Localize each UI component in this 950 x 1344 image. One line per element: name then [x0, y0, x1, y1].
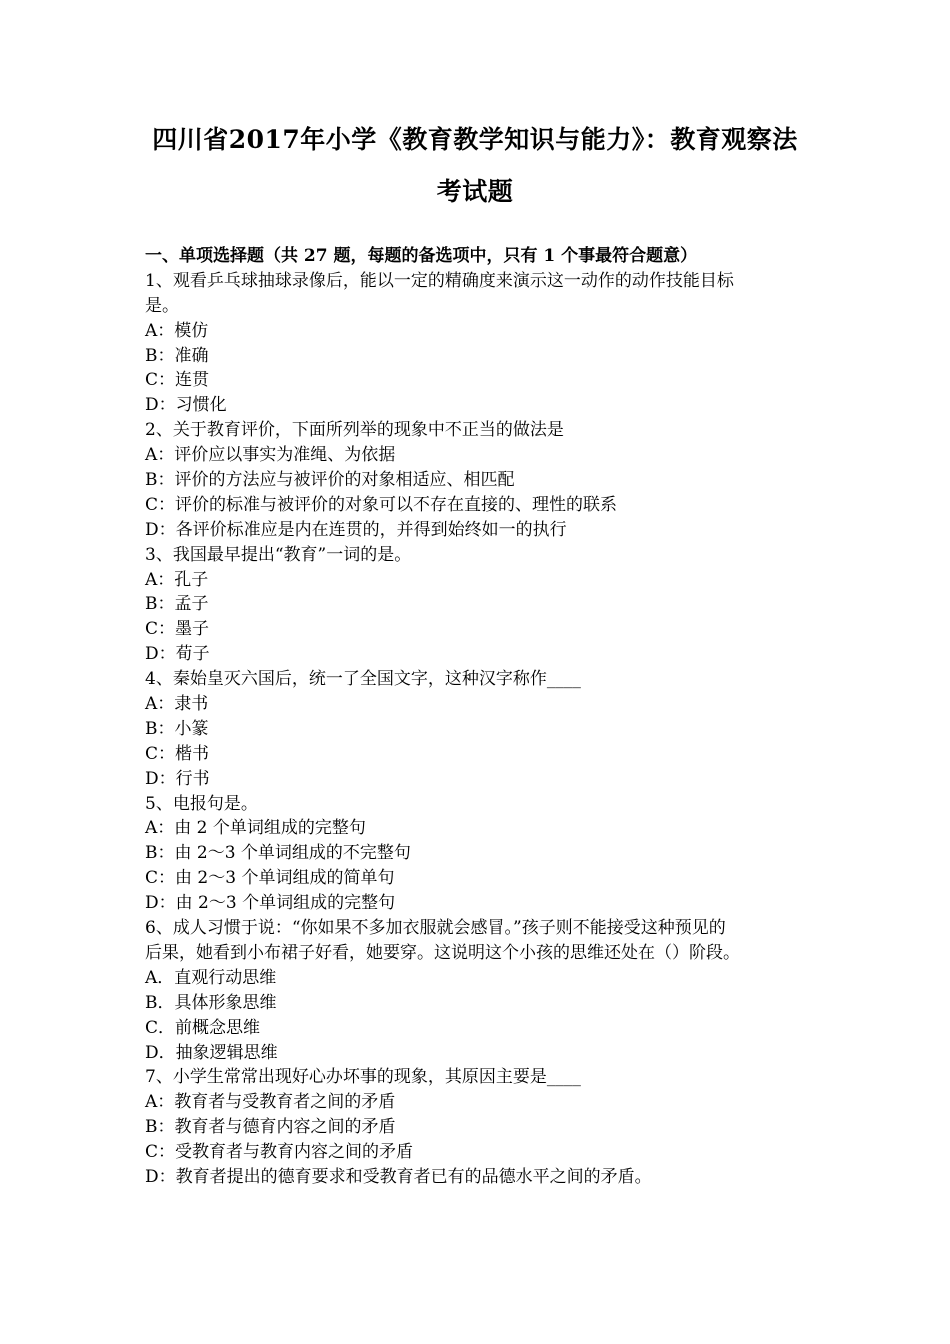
option-b: B：教育者与德育内容之间的矛盾 — [145, 1117, 396, 1138]
question-stem-line: 4、秦始皇灭六国后，统一了全国文字，这种汉字称作____ — [145, 669, 581, 690]
option-c: C．前概念思维 — [145, 1017, 261, 1038]
document-title-line-2: 考试题 — [436, 177, 514, 206]
option-d: D：行书 — [145, 768, 210, 789]
option-a: A：教育者与受教育者之间的矛盾 — [145, 1092, 396, 1113]
option-c: C：受教育者与教育内容之间的矛盾 — [145, 1142, 414, 1163]
option-c: C：由 2～3 个单词组成的简单句 — [145, 868, 395, 889]
option-b: B．具体形象思维 — [145, 992, 277, 1013]
question-block — [145, 667, 815, 791]
option-b: B：评价的方法应与被评价的对象相适应、相匹配 — [145, 470, 515, 491]
option-c: C：连贯 — [145, 370, 210, 391]
option-a: A．直观行动思维 — [145, 967, 277, 988]
question-stem-line: 5、电报句是。 — [145, 793, 258, 814]
question-block — [145, 543, 815, 667]
option-d: D：各评价标准应是内在连贯的，并得到始终如一的执行 — [145, 519, 567, 540]
option-b: B：孟子 — [145, 594, 209, 615]
option-c: C：墨子 — [145, 619, 210, 640]
option-a: A：评价应以事实为准绳、为依据 — [145, 445, 396, 466]
question-stem-line: 6、成人习惯于说：“你如果不多加衣服就会感冒。”孩子则不能接受这种预见的 — [145, 918, 726, 939]
option-b: B：由 2～3 个单词组成的不完整句 — [145, 843, 411, 864]
question-list — [145, 244, 815, 1190]
question-stem-line: 1、观看乒乓球抽球录像后，能以一定的精确度来演示这一动作的动作技能目标 — [145, 270, 734, 291]
question-block — [145, 916, 815, 1065]
option-a: A：隶书 — [145, 694, 209, 715]
question-block — [145, 269, 815, 418]
option-a: A：孔子 — [145, 569, 209, 590]
option-d: D：教育者提出的德育要求和受教育者已有的品德水平之间的矛盾。 — [145, 1166, 652, 1187]
question-stem-line: 是。 — [145, 295, 179, 316]
option-b: B：小篆 — [145, 718, 209, 739]
option-a: A：模仿 — [145, 320, 209, 341]
section-heading: 一、单项选择题（共 27 题，每题的备选项中，只有 1 个事最符合题意） — [145, 246, 698, 266]
option-d: D．抽象逻辑思维 — [145, 1042, 278, 1063]
question-block — [145, 792, 815, 916]
question-stem-line: 3、我国最早提出“教育”一词的是。 — [145, 544, 412, 565]
question-stem-line: 2、关于教育评价，下面所列举的现象中不正当的做法是 — [145, 420, 564, 441]
option-a: A：由 2 个单词组成的完整句 — [145, 818, 366, 839]
option-b: B：准确 — [145, 345, 209, 366]
document-title-line-1: 四川省2017年小学《教育教学知识与能力》：教育观察法 — [152, 125, 798, 154]
option-d: D：荀子 — [145, 644, 210, 665]
question-stem-line: 后果，她看到小布裙子好看，她要穿。这说明这个小孩的思维还处在（）阶段。 — [145, 942, 740, 963]
option-c: C：评价的标准与被评价的对象可以不存在直接的、理性的联系 — [145, 494, 618, 515]
option-c: C：楷书 — [145, 743, 210, 764]
option-d: D：习惯化 — [145, 395, 227, 416]
question-block — [145, 418, 815, 542]
question-block — [145, 1065, 815, 1189]
option-d: D：由 2～3 个单词组成的完整句 — [145, 893, 396, 914]
question-stem-line: 7、小学生常常出现好心办坏事的现象，其原因主要是____ — [145, 1067, 581, 1088]
